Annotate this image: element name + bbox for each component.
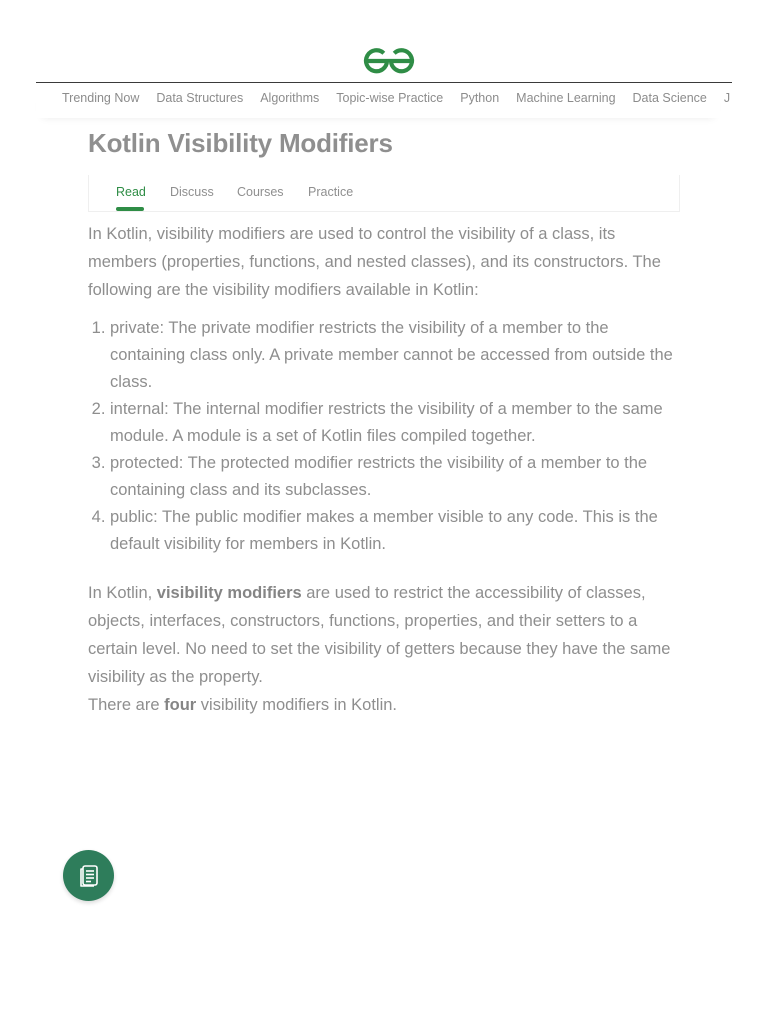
nav-item-data-science[interactable]: Data Science (632, 91, 707, 105)
modifier-list (88, 315, 678, 558)
list-item-protected: 3. protected: The protected modifier restricts the visibility of a member to the containing class and its subclasses. (110, 450, 678, 504)
nav-item-machine-learning[interactable]: Machine Learning (516, 91, 616, 105)
para3-pre: There are (88, 696, 165, 714)
list-item-private: 1. private: The private modifier restricts the visibility of a member to the containing class only. A private member cannot be accessed from outside the class. (110, 315, 678, 396)
active-tab-indicator (116, 207, 144, 211)
reader-mode-button[interactable] (63, 850, 114, 901)
para3-bold: four (164, 696, 197, 714)
para2-post: are used to restrict the accessibility of classes, objects, interfaces, constructors, functions, properties, and their setters to a certain level. No need to set the visibility of getters because they have the same visibility as the property. (88, 584, 671, 686)
nav-item-topic-wise-practice[interactable]: Topic-wise Practice (336, 91, 444, 105)
reader-icon (78, 864, 100, 888)
nav-item-trending-now[interactable]: Trending Now (62, 91, 140, 105)
top-nav (36, 84, 731, 118)
intro-paragraph: In Kotlin, visibility modifiers are used to control the visibility of a class, its members (properties, functions, and nested classes), and its constructors. The following are the visibility modifiers available in Kotlin: (88, 225, 661, 299)
nav-item-python[interactable]: Python (460, 91, 500, 105)
list-item-internal: 2. internal: The internal modifier restricts the visibility of a member to the same module. A module is a set of Kotlin files compiled together. (110, 396, 678, 450)
article-body (88, 220, 678, 719)
nav-item-data-structures[interactable]: Data Structures (156, 91, 244, 105)
para3-post: visibility modifiers in Kotlin. (196, 696, 398, 714)
list-item-public: 4. public: The public modifier makes a member visible to any code. This is the default visibility for members in Kotlin. (110, 504, 678, 558)
nav-item-truncated[interactable]: J (723, 91, 731, 105)
para2-pre: In Kotlin, (88, 584, 157, 602)
para2-bold: visibility modifiers (156, 584, 302, 602)
tab-practice[interactable]: Practice (308, 185, 354, 199)
tab-courses[interactable]: Courses (237, 185, 284, 199)
nav-item-algorithms[interactable]: Algorithms (260, 91, 320, 105)
second-paragraph (88, 579, 678, 691)
gfg-logo-icon[interactable] (362, 44, 416, 76)
third-paragraph (88, 691, 678, 719)
tab-discuss[interactable]: Discuss (170, 185, 214, 199)
page-title: Kotlin Visibility Modifiers (88, 128, 393, 158)
header-divider (36, 82, 732, 83)
article-tabs (88, 175, 680, 212)
tab-read[interactable]: Read (116, 185, 146, 199)
